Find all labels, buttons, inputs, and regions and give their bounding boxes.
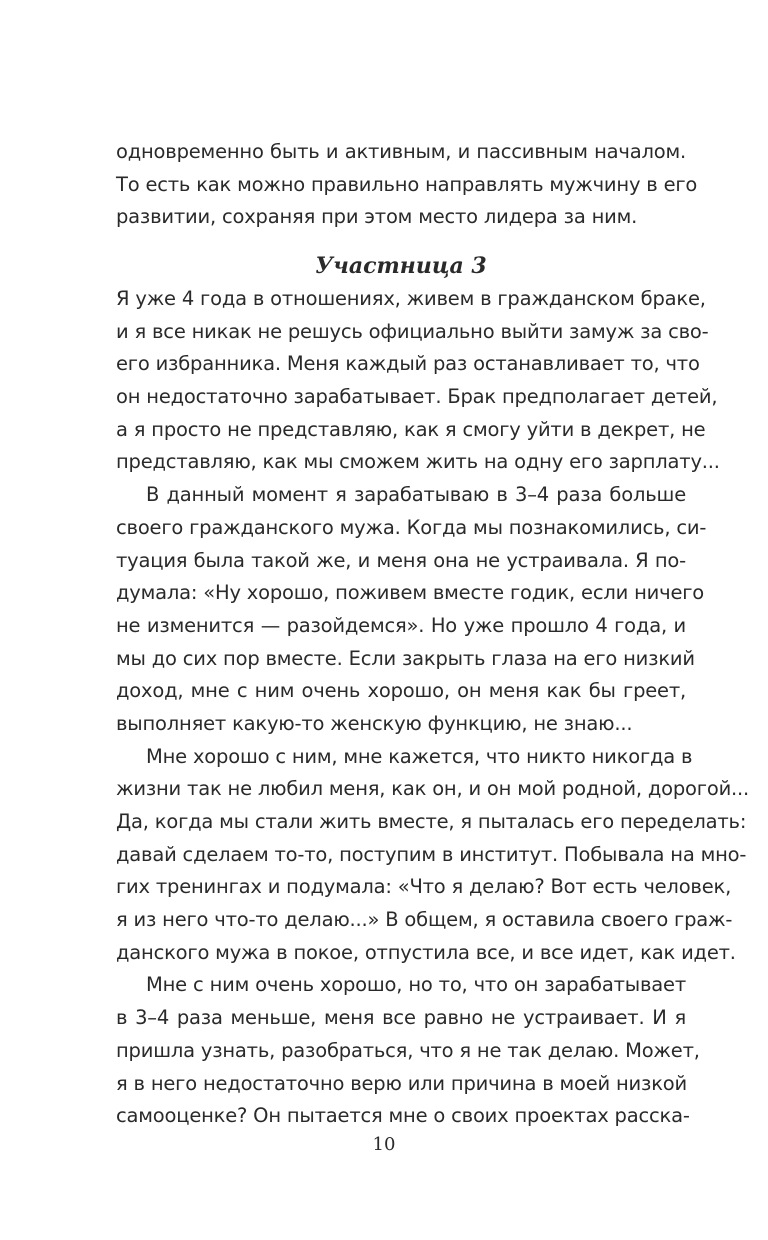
paragraph (116, 283, 720, 479)
text-line: а я просто не представляю, как я смогу уйти в декрет, не (116, 417, 706, 441)
text-line: мы до сих пор вместе. Если закрыть глаза на его низкий (116, 646, 695, 670)
text-line: Мне хорошо с ним, мне кажется, что никто никогда в (146, 744, 693, 768)
text-line: не изменится — разойдемся». Но уже прошло 4 года, и (116, 613, 686, 637)
paragraph (116, 479, 707, 741)
text-line: данского мужа в покое, отпустила все, и все идет, как идет. (116, 940, 736, 964)
text-line: жизни так не любил меня, как он, и он мой родной, дорогой... (116, 777, 750, 801)
text-line: То есть как можно правильно направлять мужчину в его (116, 172, 698, 196)
text-line: его избранника. Меня каждый раз останавливает то, что (116, 352, 700, 376)
paragraph (116, 969, 700, 1132)
section-heading: Участница 3 (315, 253, 487, 279)
text-line: я в него недостаточно верю или причина в моей низкой (116, 1071, 687, 1095)
text-line: в 3–4 раза меньше, меня все равно не устраивает. И я (116, 1006, 686, 1030)
text-line: доход, мне с ним очень хорошо, он меня как бы греет, (116, 679, 686, 703)
text-line: пришла узнать, разобраться, что я не так делаю. Может, (116, 1038, 700, 1062)
text-line: одновременно быть и активным, и пассивным началом. (116, 140, 686, 163)
text-line: он недостаточно зарабатывает. Брак предполагает детей, (116, 385, 718, 409)
text-line: развитии, сохраняя при этом место лидера за ним. (116, 205, 638, 229)
text-line: и я все никак не решусь официально выйти замуж за сво- (116, 319, 709, 343)
text-line: я из него что-то делаю...» В общем, я оставила своего граж- (116, 908, 733, 932)
text-line: самооценке? Он пытается мне о своих проектах расска- (116, 1104, 690, 1128)
text-line: Я уже 4 года в отношениях, живем в гражданском браке, (116, 287, 706, 310)
intro-paragraph (116, 136, 698, 234)
text-line: выполняет какую-то женскую функцию, не знаю... (116, 711, 633, 735)
text-line: туация была такой же, и меня она не устраивала. Я по- (116, 548, 686, 572)
text-line: своего гражданского мужа. Когда мы познакомились, си- (116, 515, 707, 539)
text-line: давай сделаем то-то, поступим в институт. Побывала на мно- (116, 842, 747, 866)
text-line: гих тренингах и подумала: «Что я делаю? Вот есть человек, (116, 875, 732, 899)
body-text (116, 283, 750, 1133)
text-line: думала: «Ну хорошо, поживем вместе годик, если ничего (116, 581, 705, 605)
text-line: В данный момент я зарабатываю в 3–4 раза больше (146, 483, 686, 507)
text-line: представляю, как мы сможем жить на одну его зарплату... (116, 450, 720, 474)
paragraph (116, 741, 750, 970)
text-line: Да, когда мы стали жить вместе, я пыталась его переделать: (116, 810, 747, 833)
page-number: 10 (372, 1134, 396, 1155)
text-line: Мне с ним очень хорошо, но то, что он зарабатывает (146, 973, 686, 997)
